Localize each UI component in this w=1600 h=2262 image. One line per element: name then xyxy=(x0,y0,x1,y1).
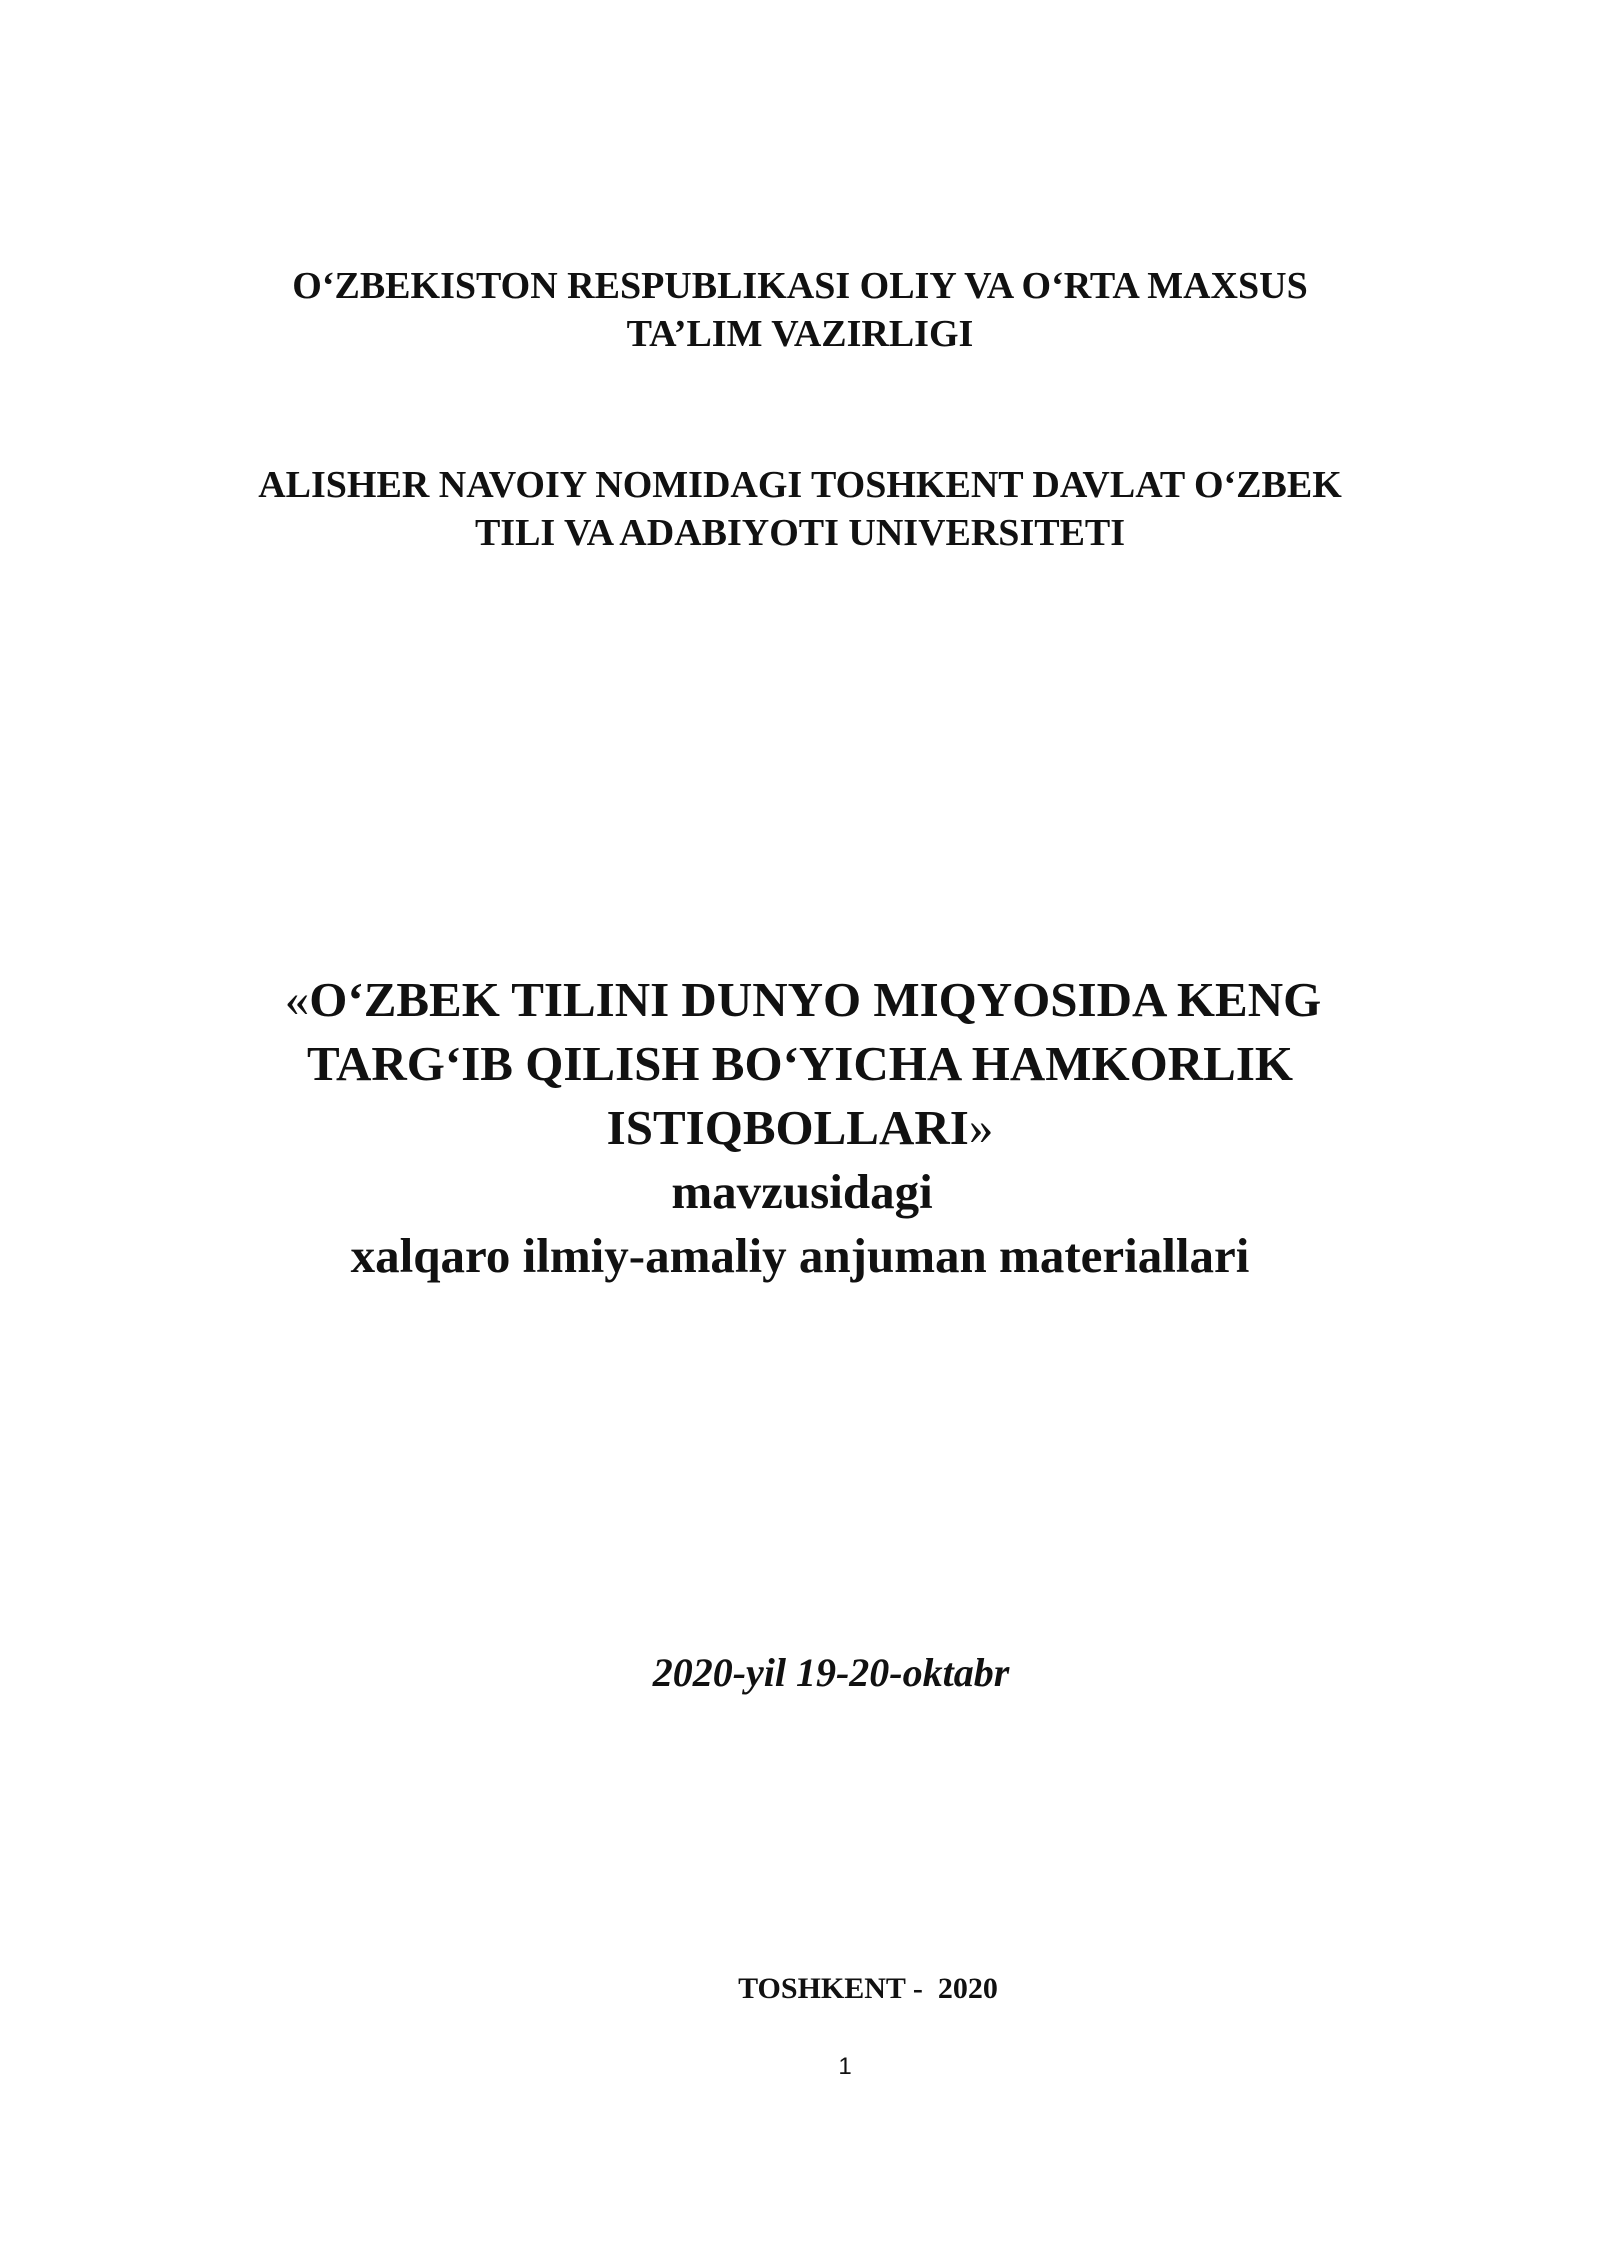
close-quote: » xyxy=(968,1100,994,1155)
ministry-heading xyxy=(0,262,1600,358)
title-line-3 xyxy=(0,1096,1600,1160)
city-year: TOSHKENT - 2020 xyxy=(738,1972,998,2005)
subtitle-line-1: mavzusidagi xyxy=(671,1164,933,1219)
title-line-2: TARG‘IB QILISH BO‘YICHA HAMKORLIK xyxy=(306,1036,1294,1091)
university-line-1: ALISHER NAVOIY NOMIDAGI TOSHKENT DAVLAT O‘ZBEK xyxy=(258,464,1342,506)
university-line-2: TILI VA ADABIYOTI UNIVERSITETI xyxy=(474,512,1126,554)
ministry-line-2: TA’LIM VAZIRLIGI xyxy=(626,313,974,355)
university-heading xyxy=(0,461,1600,557)
ministry-line-1: O‘ZBEKISTON RESPUBLIKASI OLIY VA O‘RTA MAXSUS xyxy=(292,265,1308,307)
title-line-3-text: ISTIQBOLLARI xyxy=(606,1100,969,1155)
title-line-1-text: O‘ZBEK TILINI DUNYO MIQYOSIDA KENG xyxy=(309,972,1322,1027)
title-line-1 xyxy=(6,968,1600,1032)
conference-title xyxy=(0,968,1600,1288)
open-quote: « xyxy=(284,972,310,1027)
page-number: 1 xyxy=(838,2053,852,2080)
conference-date: 2020-yil 19-20-oktabr xyxy=(652,1650,1010,1695)
subtitle-line-2: xalqaro ilmiy-amaliy anjuman materiallari xyxy=(350,1228,1250,1283)
